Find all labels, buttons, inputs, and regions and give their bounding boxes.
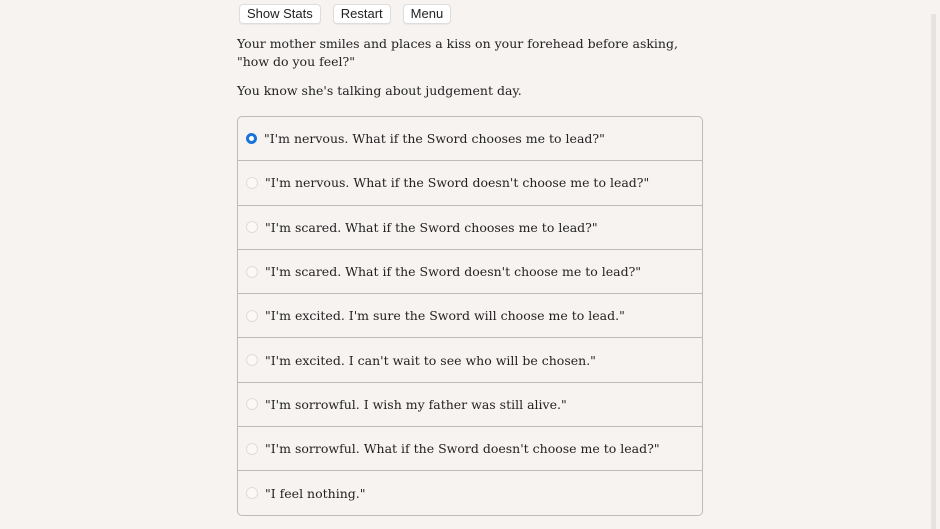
- menu-button[interactable]: Menu: [403, 4, 452, 24]
- restart-button[interactable]: Restart: [333, 4, 391, 24]
- choice-option[interactable]: [238, 293, 702, 337]
- scrollbar[interactable]: [931, 14, 936, 529]
- radio-button[interactable]: [246, 443, 258, 455]
- choice-option[interactable]: [238, 117, 702, 160]
- radio-button[interactable]: [246, 487, 258, 499]
- choice-option[interactable]: [238, 160, 702, 204]
- choice-option[interactable]: [238, 337, 702, 381]
- choice-option[interactable]: [238, 470, 702, 514]
- radio-button[interactable]: [246, 310, 258, 322]
- choice-option[interactable]: [238, 426, 702, 470]
- choice-label: "I'm excited. I can't wait to see who will be chosen.": [265, 352, 596, 368]
- show-stats-button[interactable]: Show Stats: [239, 4, 321, 24]
- choice-label: "I'm scared. What if the Sword doesn't choose me to lead?": [265, 264, 642, 280]
- radio-button[interactable]: [246, 398, 258, 410]
- choice-list: [237, 116, 703, 516]
- radio-button[interactable]: [246, 266, 258, 278]
- toolbar: [239, 4, 451, 24]
- choice-option[interactable]: [238, 382, 702, 426]
- radio-button[interactable]: [246, 221, 258, 233]
- choice-label: "I'm scared. What if the Sword chooses me to lead?": [265, 219, 598, 235]
- story-paragraph: You know she's talking about judgement day.: [237, 83, 522, 98]
- choice-label: "I'm nervous. What if the Sword chooses me to lead?": [264, 131, 605, 147]
- radio-button[interactable]: [246, 354, 258, 366]
- choice-label: "I feel nothing.": [265, 485, 366, 501]
- choice-label: "I'm nervous. What if the Sword doesn't choose me to lead?": [265, 175, 650, 191]
- story-paragraph: Your mother smiles and places a kiss on your forehead before asking, "how do you feel?": [237, 36, 678, 69]
- radio-button[interactable]: [246, 133, 257, 144]
- choice-label: "I'm sorrowful. What if the Sword doesn't choose me to lead?": [265, 441, 660, 457]
- radio-button[interactable]: [246, 177, 258, 189]
- choice-label: "I'm sorrowful. I wish my father was still alive.": [265, 396, 567, 412]
- choice-label: "I'm excited. I'm sure the Sword will choose me to lead.": [265, 308, 625, 324]
- choice-option[interactable]: [238, 205, 702, 249]
- choice-option[interactable]: [238, 249, 702, 293]
